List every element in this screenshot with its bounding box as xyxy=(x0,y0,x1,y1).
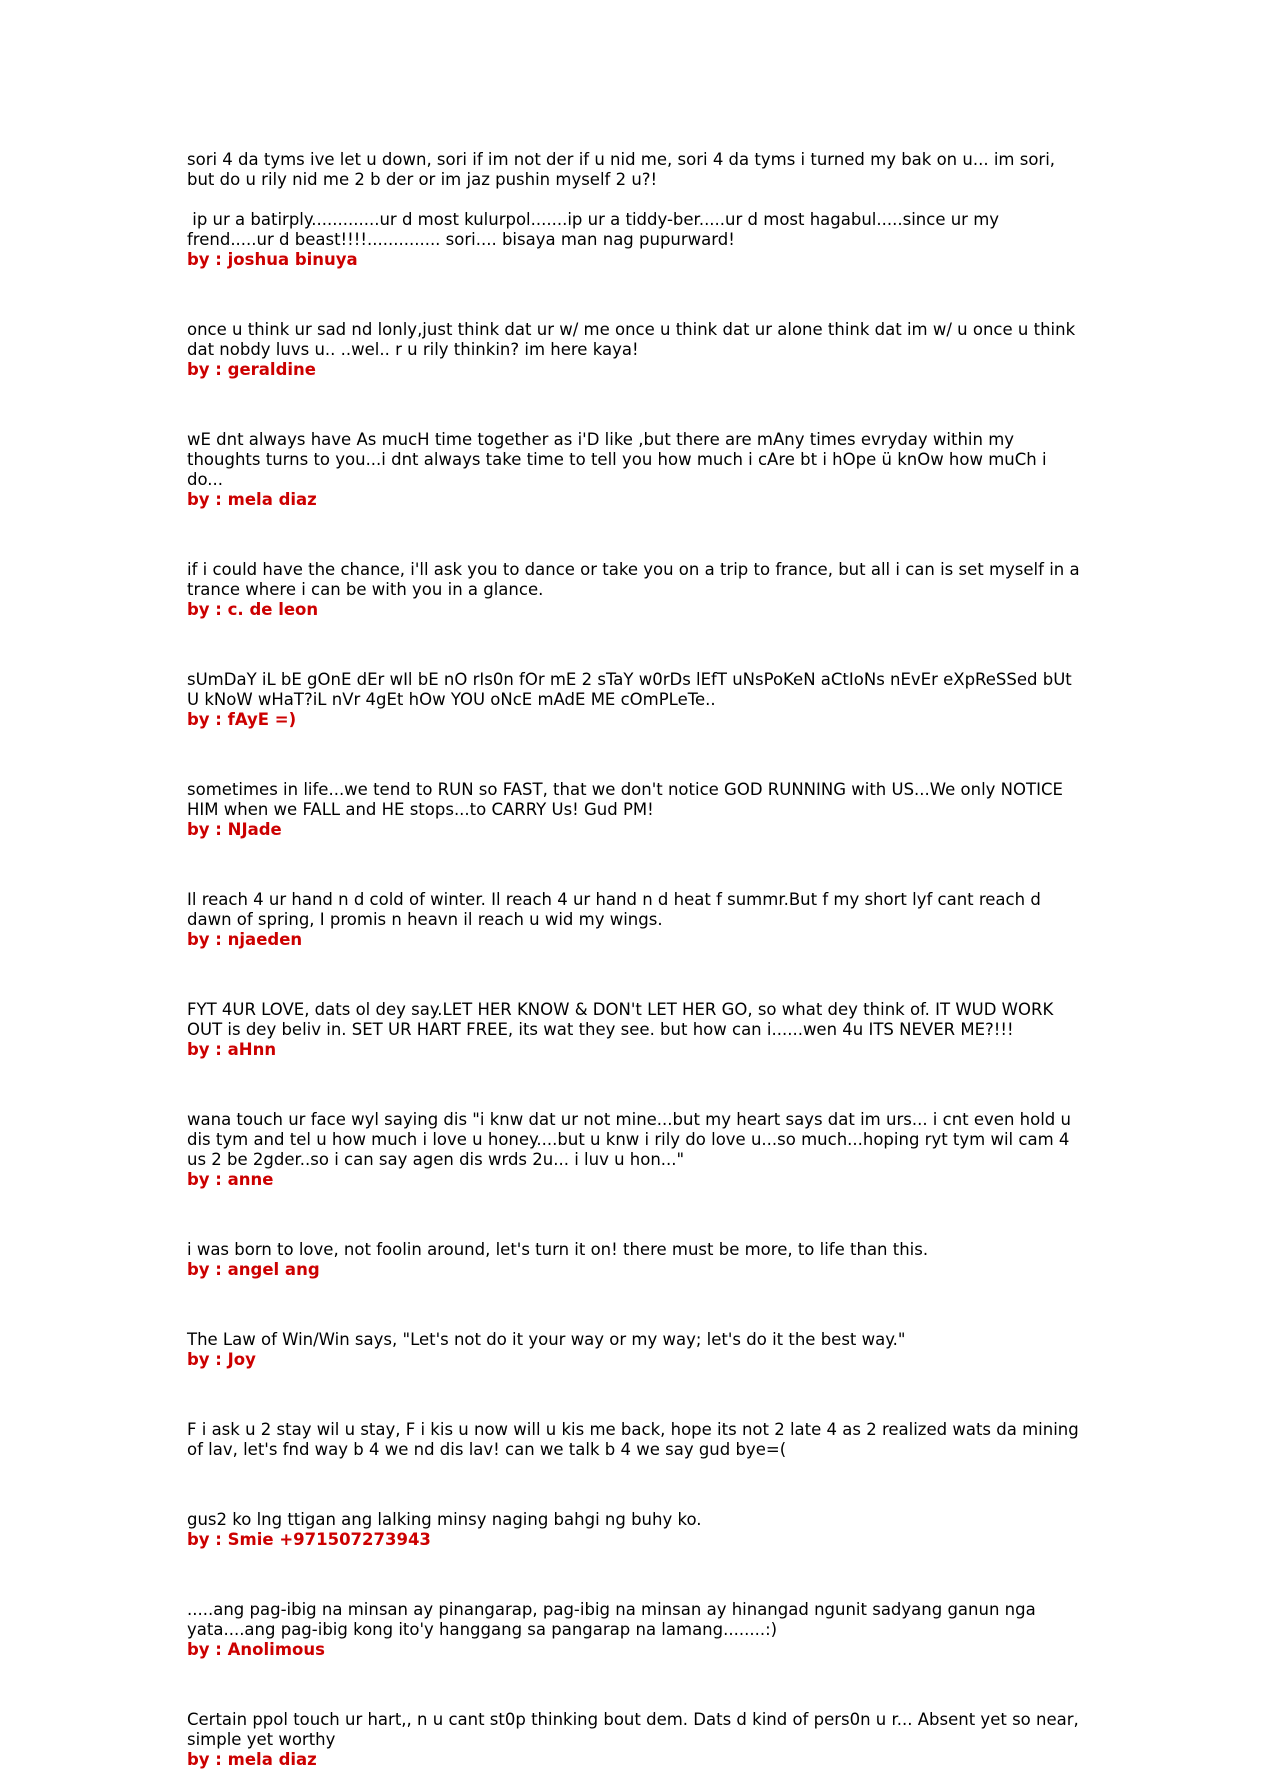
entry-text: sometimes in life...we tend to RUN so FAST, that we don't notice GOD RUNNING with US...We only NOTICE HIM when we FALL and HE stops...to CARRY Us! Gud PM! xyxy=(187,780,1069,819)
entry xyxy=(187,1110,1087,1190)
entry-author: by : mela diaz xyxy=(187,1750,317,1769)
entry-author: by : mela diaz xyxy=(187,490,317,509)
entry xyxy=(187,1710,1087,1770)
entry xyxy=(187,150,1087,190)
entry xyxy=(187,1240,1087,1280)
entry-author: by : njaeden xyxy=(187,930,303,949)
entry-text: once u think ur sad nd lonly,just think dat ur w/ me once u think dat ur alone think dat im w/ u once u think dat nobdy luvs u.. ..wel.. r u rily thinkin? im here kaya! xyxy=(187,320,1081,359)
entry-author: by : NJade xyxy=(187,820,282,839)
entry xyxy=(187,670,1087,730)
entry-text: i was born to love, not foolin around, let's turn it on! there must be more, to life than this. xyxy=(187,1240,929,1259)
entry xyxy=(187,890,1087,950)
entry-text: gus2 ko lng ttigan ang lalking minsy naging bahgi ng buhy ko. xyxy=(187,1510,702,1529)
document-page xyxy=(187,150,1087,1770)
entry-text: if i could have the chance, i'll ask you to dance or take you on a trip to france, but all i can is set myself in a trance where i can be with you in a glance. xyxy=(187,560,1085,599)
entry xyxy=(187,1510,1087,1550)
entry-author: by : Joy xyxy=(187,1350,256,1369)
entry-text: wana touch ur face wyl saying dis "i knw dat ur not mine...but my heart says dat im urs... i cnt even hold u dis tym and tel u how much i love u honey....but u knw i rily do love u...so much...hoping ryt tym wil cam 4 us 2 be 2gder..so i can say agen dis wrds 2u... i luv u hon..." xyxy=(187,1110,1077,1169)
entry-text: The Law of Win/Win says, "Let's not do it your way or my way; let's do it the best way." xyxy=(187,1330,906,1349)
entry-text: Certain ppol touch ur hart,, n u cant st0p thinking bout dem. Dats d kind of pers0n u r... Absent yet so near, simple yet worthy xyxy=(187,1710,1084,1749)
entry-author: by : Anolimous xyxy=(187,1640,325,1659)
entry-author: by : joshua binuya xyxy=(187,250,358,269)
entry xyxy=(187,1420,1087,1460)
entry-author: by : geraldine xyxy=(187,360,316,379)
entry xyxy=(187,1000,1087,1060)
entry-author: by : angel ang xyxy=(187,1260,320,1279)
entry xyxy=(187,780,1087,840)
entry xyxy=(187,1600,1087,1660)
entry-text: F i ask u 2 stay wil u stay, F i kis u now will u kis me back, hope its not 2 late 4 as 2 realized wats da mining of lav, let's fnd way b 4 we nd dis lav! can we talk b 4 we say gud bye=( xyxy=(187,1420,1084,1459)
entry-text: wE dnt always have As mucH time together as i'D like ,but there are mAny times evryday within my thoughts turns to you...i dnt always take time to tell you how much i cAre bt i hOpe ü knOw how muCh i do... xyxy=(187,430,1052,489)
entry-text: .....ang pag-ibig na minsan ay pinangarap, pag-ibig na minsan ay hinangad ngunit sadyang ganun nga yata....ang pag-ibig kong ito'y hanggang sa pangarap na lamang........:) xyxy=(187,1600,1041,1639)
entry-author: by : aHnn xyxy=(187,1040,277,1059)
entry xyxy=(187,430,1087,510)
entry-text: FYT 4UR LOVE, dats ol dey say.LET HER KNOW & DON't LET HER GO, so what dey think of. IT WUD WORK OUT is dey beliv in. SET UR HART FREE, its wat they see. but how can i......wen 4u ITS NEVER ME?!!! xyxy=(187,1000,1059,1039)
entry xyxy=(187,210,1087,270)
entry-text: sori 4 da tyms ive let u down, sori if im not der if u nid me, sori 4 da tyms i turned my bak on u... im sori, but do u rily nid me 2 b der or im jaz pushin myself 2 u?! xyxy=(187,150,1061,189)
entry xyxy=(187,1330,1087,1370)
entry-text: ip ur a batirply.............ur d most kulurpol.......ip ur a tiddy-ber.....ur d most hagabul.....since ur my frend.....ur d beast!!!!.............. sori.... bisaya man nag pupurward! xyxy=(187,210,1005,249)
entry xyxy=(187,320,1087,380)
entry-author: by : c. de leon xyxy=(187,600,319,619)
entry-author: by : fAyE =) xyxy=(187,710,297,729)
entry-author: by : anne xyxy=(187,1170,274,1189)
entry xyxy=(187,560,1087,620)
entry-text: sUmDaY iL bE gOnE dEr wIl bE nO rIs0n fOr mE 2 sTaY w0rDs lEfT uNsPoKeN aCtIoNs nEvEr eXpReSSed bUt U kNoW wHaT?iL nVr 4gEt hOw YOU oNcE mAdE ME cOmPLeTe.. xyxy=(187,670,1078,709)
entry-text: Il reach 4 ur hand n d cold of winter. Il reach 4 ur hand n d heat f summr.But f my short lyf cant reach d dawn of spring, I promis n heavn il reach u wid my wings. xyxy=(187,890,1047,929)
entry-author: by : Smie +971507273943 xyxy=(187,1530,431,1549)
